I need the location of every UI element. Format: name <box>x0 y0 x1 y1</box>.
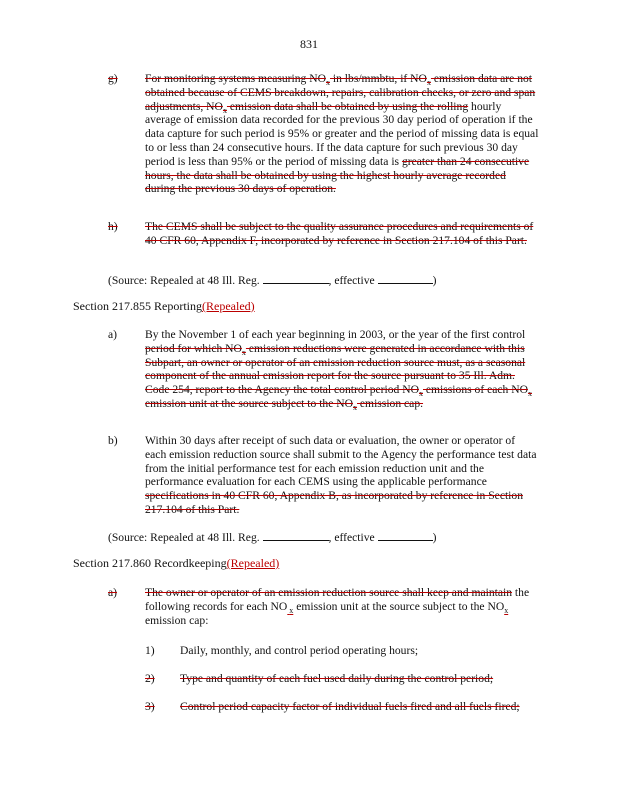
item-h-label: h) <box>108 220 118 233</box>
source-note-2: (Source: Repealed at 48 Ill. Reg. , effective ) <box>108 531 437 544</box>
list-item-number: 1) <box>145 644 155 657</box>
list-item-number: 2) <box>145 672 155 685</box>
sec860-a-text: The owner or operator of an emission reduction source shall keep and maintain the following records for each NO $_x$ emission unit at the source subject to the $NO_x$ emission cap: <box>145 586 530 627</box>
list-item-text: Daily, monthly, and control period operating hours; <box>180 644 419 657</box>
item-h-text: The CEMS shall be subject to the quality assurance procedures and requirements of 40 CFR 60, Appendix F, incorporated by reference in Section 217.104 of this Part. <box>145 220 534 247</box>
item-g-label: g) <box>108 72 118 85</box>
sec860-a-label: a) <box>108 586 118 599</box>
sec855-b-text: Within 30 days after receipt of such data or evaluation, the owner or operator of each emission reduction source shall submit to the Agency the performance test data from the initial performance test for each emission reduction unit and the performance evaluation for each CEMS using the applicable performance specifications in 40 CFR 60, Appendix B, as incorporated by reference in Section 217.104 of this Part. <box>145 434 537 516</box>
source-note: (Source: Repealed at 48 Ill. Reg. , effective ) <box>108 274 437 287</box>
list-item-text: Control period capacity factor of individual fuels fired and all fuels fired; <box>180 700 520 713</box>
page-number: 831 <box>300 37 318 51</box>
sec855-a-label: a) <box>108 328 118 341</box>
list-item-number: 3) <box>145 700 155 713</box>
section-860-heading: Section 217.860 Recordkeeping(Repealed) <box>73 556 280 570</box>
sec855-b-label: b) <box>108 434 118 447</box>
sec855-a-text: By the November 1 of each year beginning in 2003, or the year of the first control period for which $NO_x$ emission reductions were generated in accordance with this Subpart, an owner or operator of an emission reduction source must, as a seasonal component of the annual emission report for the source pursuant to 35 Ill. Adm. Code 254, report to the Agency the total control period $NO_x$ emissions of each $NO_x$ emission unit at the source subject to the $NO_x$ emission cap. <box>145 328 532 412</box>
item-g-text: For monitoring systems measuring $NO_x$ in lbs/mmbtu, if $NO_x$ emission data are not obtained because of CEMS breakdown, repairs, calibration checks, or zero and span adjustments, $NO_x$ emission data shall be obtained by using the rolling hourly average of emission data recorded for the previous 30 day period of operation if the data capture for such period is 95% or greater and the period of missing data is equal to or less than 24 consecutive hours. If the data capture for such previous 30 day period is less than 95% or the period of missing data is greater than 24 consecutive hours, the data shall be obtained by using the highest hourly average recorded during the previous 30 days of operation. <box>145 72 539 196</box>
list-item-text: Type and quantity of each fuel used daily during the control period; <box>180 672 494 685</box>
section-855-heading: Section 217.855 Reporting(Repealed) <box>73 299 255 313</box>
